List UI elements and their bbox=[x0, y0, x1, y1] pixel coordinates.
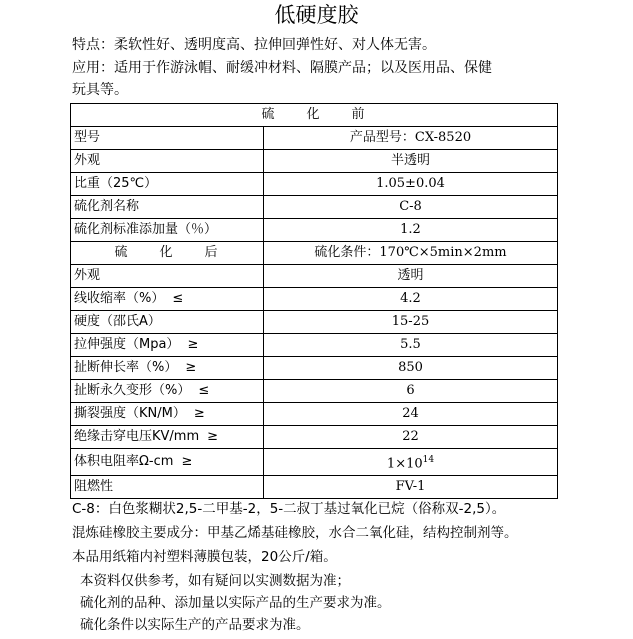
spec-value bbox=[264, 449, 558, 476]
spec-label-text: 体积电阻率Ω-cm bbox=[74, 454, 174, 470]
table-row bbox=[71, 196, 558, 219]
spec-value: 4.2 bbox=[264, 288, 558, 311]
table-row bbox=[71, 173, 558, 196]
cure-condition: 硫化条件：170℃×5min×2mm bbox=[264, 242, 558, 265]
application-text-line1: 应用：适用于作游泳帽、耐缓冲材料、隔膜产品；以及医用品、保健 bbox=[72, 60, 492, 76]
table-row bbox=[71, 311, 558, 334]
application-text-line2: 玩具等。 bbox=[72, 82, 128, 98]
document-title: 低硬度胶 bbox=[274, 3, 359, 27]
spec-label-text: 绝缘击穿电压KV/mm bbox=[74, 429, 200, 444]
table-row bbox=[71, 380, 558, 403]
spec-label bbox=[71, 311, 264, 334]
after-cure-header: 硫 化 后 bbox=[71, 242, 264, 265]
table-row bbox=[71, 288, 558, 311]
spec-value: 15-25 bbox=[264, 311, 558, 334]
spec-value: 6 bbox=[264, 380, 558, 403]
spec-table bbox=[70, 103, 558, 499]
spec-label bbox=[71, 476, 264, 499]
note-curing-agent: 硫化剂的品种、添加量以实际产品的生产要求为准。 bbox=[80, 595, 391, 611]
spec-label-text: 撕裂强度（KN/M） bbox=[74, 406, 186, 421]
comparison-symbol: ≤ bbox=[172, 291, 184, 306]
table-row bbox=[71, 403, 558, 426]
table-row bbox=[71, 449, 558, 476]
spec-value: FV-1 bbox=[264, 476, 558, 499]
note-c8: C-8：白色浆糊状2,5-二甲基-2，5-二叔丁基过氧化已烷（俗称双-2,5）。 bbox=[72, 501, 506, 517]
spec-value: 850 bbox=[264, 357, 558, 380]
spec-value: 半透明 bbox=[264, 150, 558, 173]
spec-label bbox=[71, 357, 264, 380]
spec-label: 硫化剂标准添加量（％） bbox=[71, 219, 264, 242]
spec-label bbox=[71, 265, 264, 288]
comparison-symbol: ≥ bbox=[193, 406, 205, 421]
note-packaging: 本品用纸箱内衬塑料薄膜包装，20公斤/箱。 bbox=[72, 549, 337, 565]
spec-label-text: 阻燃性 bbox=[74, 479, 114, 495]
spec-value: 透明 bbox=[264, 265, 558, 288]
spec-label-text: 线收缩率（%） bbox=[74, 291, 165, 306]
spec-label bbox=[71, 426, 264, 449]
note-cure-condition: 硫化条件以实际生产的产品要求为准。 bbox=[80, 617, 310, 633]
table-row bbox=[71, 265, 558, 288]
spec-value: 产品型号：CX-8520 bbox=[264, 127, 558, 150]
spec-label bbox=[71, 380, 264, 403]
spec-label bbox=[71, 403, 264, 426]
table-row bbox=[71, 127, 558, 150]
features-text: 特点：柔软性好、透明度高、拉伸回弹性好、对人体无害。 bbox=[72, 37, 436, 53]
comparison-symbol: ≥ bbox=[185, 360, 197, 375]
value-base: 1×10 bbox=[386, 456, 423, 472]
spec-label: 硫化剂名称 bbox=[71, 196, 264, 219]
spec-label-text: 拉伸强度（Mpa） bbox=[74, 337, 180, 352]
value-exponent: 14 bbox=[422, 455, 435, 465]
comparison-symbol: ≤ bbox=[198, 383, 210, 398]
spec-value: 1.05±0.04 bbox=[264, 173, 558, 196]
after-cure-header-row bbox=[71, 242, 558, 265]
spec-label: 比重（25℃） bbox=[71, 173, 264, 196]
spec-value: 22 bbox=[264, 426, 558, 449]
spec-value: C-8 bbox=[264, 196, 558, 219]
note-disclaimer: 本资料仅供参考，如有疑问以实测数据为准； bbox=[80, 573, 350, 589]
comparison-symbol: ≥ bbox=[181, 454, 193, 470]
table-row bbox=[71, 357, 558, 380]
table-row bbox=[71, 334, 558, 357]
before-cure-header-row bbox=[71, 104, 558, 127]
spec-value: 5.5 bbox=[264, 334, 558, 357]
spec-label: 外观 bbox=[71, 150, 264, 173]
table-row bbox=[71, 426, 558, 449]
comparison-symbol: ≥ bbox=[207, 429, 219, 444]
spec-label bbox=[71, 449, 264, 476]
spec-value: 24 bbox=[264, 403, 558, 426]
comparison-symbol: ≥ bbox=[187, 337, 199, 352]
spec-label bbox=[71, 288, 264, 311]
spec-label-text: 外观 bbox=[74, 268, 101, 283]
spec-label-text: 扯断永久变形（%） bbox=[74, 383, 191, 398]
table-row bbox=[71, 219, 558, 242]
spec-label-text: 硬度（邵氏A） bbox=[74, 314, 161, 329]
spec-value: 1.2 bbox=[264, 219, 558, 242]
spec-label bbox=[71, 334, 264, 357]
table-row bbox=[71, 150, 558, 173]
spec-label: 型号 bbox=[71, 127, 264, 150]
table-row bbox=[71, 476, 558, 499]
spec-label-text: 扯断伸长率（%） bbox=[74, 360, 178, 375]
before-cure-header: 硫 化 前 bbox=[71, 104, 558, 127]
note-composition: 混炼硅橡胶主要成分：甲基乙烯基硅橡胶，水合二氧化硅，结构控制剂等。 bbox=[72, 525, 518, 541]
